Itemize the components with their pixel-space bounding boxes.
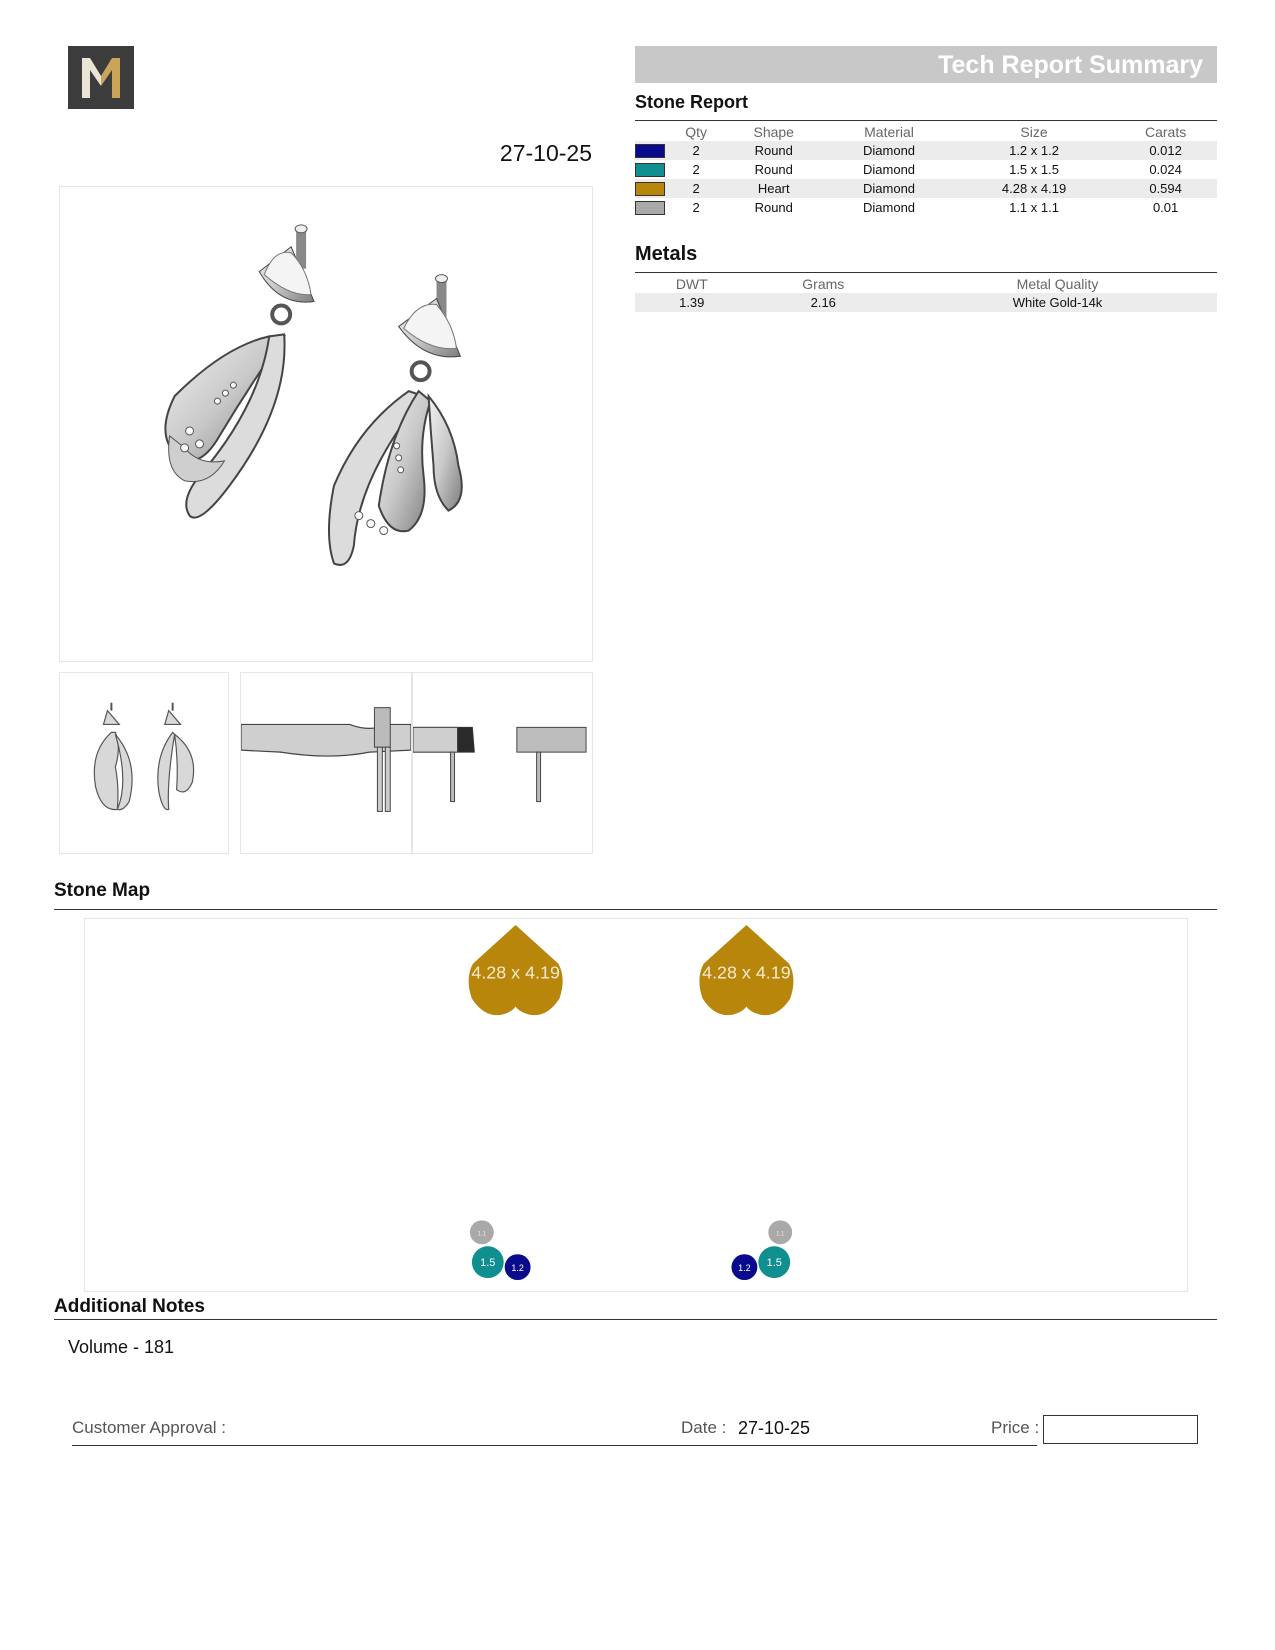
carats-cell: 0.01 (1152, 200, 1179, 215)
table-row (635, 160, 1217, 179)
stone-size-label: 1.2 (511, 1263, 524, 1274)
additional-notes-heading: Additional Notes (54, 1296, 205, 1317)
stone-report-table (635, 122, 1217, 217)
stone-report-heading: Stone Report (635, 92, 749, 112)
table-header-row (635, 274, 1217, 293)
material-cell: Diamond (863, 200, 916, 215)
column-header: Material (864, 123, 914, 140)
column-header: Grams (802, 275, 845, 292)
carats-cell: 0.024 (1149, 162, 1182, 177)
size-cell: 1.2 x 1.2 (954, 141, 1114, 160)
qty-cell: 2 (669, 141, 723, 160)
stone-size-label: 1.1 (477, 1231, 486, 1238)
customer-approval-label: Customer Approval : (72, 1418, 227, 1437)
column-header: Shape (753, 123, 794, 140)
heart-size-label: 4.28 x 4.19 (702, 962, 791, 983)
qty-cell: 2 (669, 179, 723, 198)
report-title-bar (635, 46, 1217, 83)
divider (54, 909, 1217, 910)
price-label: Price : (991, 1418, 1040, 1437)
grams-cell: 2.16 (749, 293, 899, 312)
table-row (635, 141, 1217, 160)
stone-size-label: 1.5 (766, 1257, 782, 1270)
price-field[interactable] (1043, 1415, 1198, 1444)
divider (635, 120, 1217, 121)
material-cell: Diamond (824, 141, 954, 160)
stone-color-swatch (635, 182, 665, 196)
earrings-perspective-render (59, 186, 593, 662)
right-earring (329, 275, 462, 565)
right-round-cluster (731, 1220, 792, 1280)
stone-map-canvas (84, 918, 1188, 1292)
shape-cell: Round (723, 141, 824, 160)
size-cell: 1.1 x 1.1 (1009, 200, 1059, 215)
report-date: 27-10-25 (499, 140, 592, 166)
column-header: DWT (675, 275, 708, 292)
divider (54, 1319, 1217, 1320)
material-cell: Diamond (863, 162, 916, 177)
metals-table (635, 274, 1217, 312)
earrings-side-view-thumbnail (240, 672, 412, 854)
table-header-row (635, 122, 1217, 141)
qty-cell: 2 (692, 162, 700, 177)
right-heart-stone (699, 925, 793, 1015)
divider (635, 272, 1217, 273)
stone-size-label: 1.1 (776, 1231, 785, 1238)
table-row (635, 198, 1217, 217)
earrings-front-view-thumbnail (59, 672, 229, 854)
carats-cell: 0.594 (1114, 179, 1217, 198)
stone-size-label: 1.5 (480, 1257, 496, 1270)
stone-size-label: 1.2 (738, 1263, 751, 1274)
heart-size-label: 4.28 x 4.19 (471, 962, 560, 983)
carats-cell: 0.012 (1114, 141, 1217, 160)
left-round-cluster (470, 1220, 531, 1280)
column-header: Qty (685, 123, 708, 140)
metal-quality-cell: White Gold-14k (898, 293, 1217, 312)
column-header: Metal Quality (1016, 275, 1099, 292)
size-cell: 4.28 x 4.19 (954, 179, 1114, 198)
stone-color-swatch (635, 144, 665, 158)
approval-date-value: 27-10-25 (738, 1418, 811, 1438)
stone-map-heading: Stone Map (54, 880, 151, 901)
stone-color-swatch (635, 201, 665, 215)
company-logo (68, 46, 134, 109)
material-cell: Diamond (824, 179, 954, 198)
shape-cell: Round (754, 162, 793, 177)
column-header: Carats (1144, 123, 1187, 140)
metals-heading: Metals (635, 243, 698, 265)
stone-color-swatch (635, 163, 665, 177)
left-heart-stone (469, 925, 563, 1015)
customer-approval-signature-line[interactable] (72, 1445, 1037, 1446)
report-title: Tech Report Summary (938, 51, 1203, 79)
table-row (635, 179, 1217, 198)
approval-date-label: Date : (681, 1418, 727, 1437)
column-header: Size (1020, 123, 1048, 140)
qty-cell: 2 (692, 200, 700, 215)
size-cell: 1.5 x 1.5 (1009, 162, 1059, 177)
shape-cell: Heart (723, 179, 824, 198)
table-row (635, 293, 1217, 312)
left-earring (165, 225, 314, 518)
swatch-column-header (635, 122, 669, 141)
dwt-cell: 1.39 (635, 293, 749, 312)
earrings-profile-view-thumbnail (412, 672, 593, 854)
additional-notes-text: Volume - 181 (68, 1337, 175, 1357)
shape-cell: Round (754, 200, 793, 215)
